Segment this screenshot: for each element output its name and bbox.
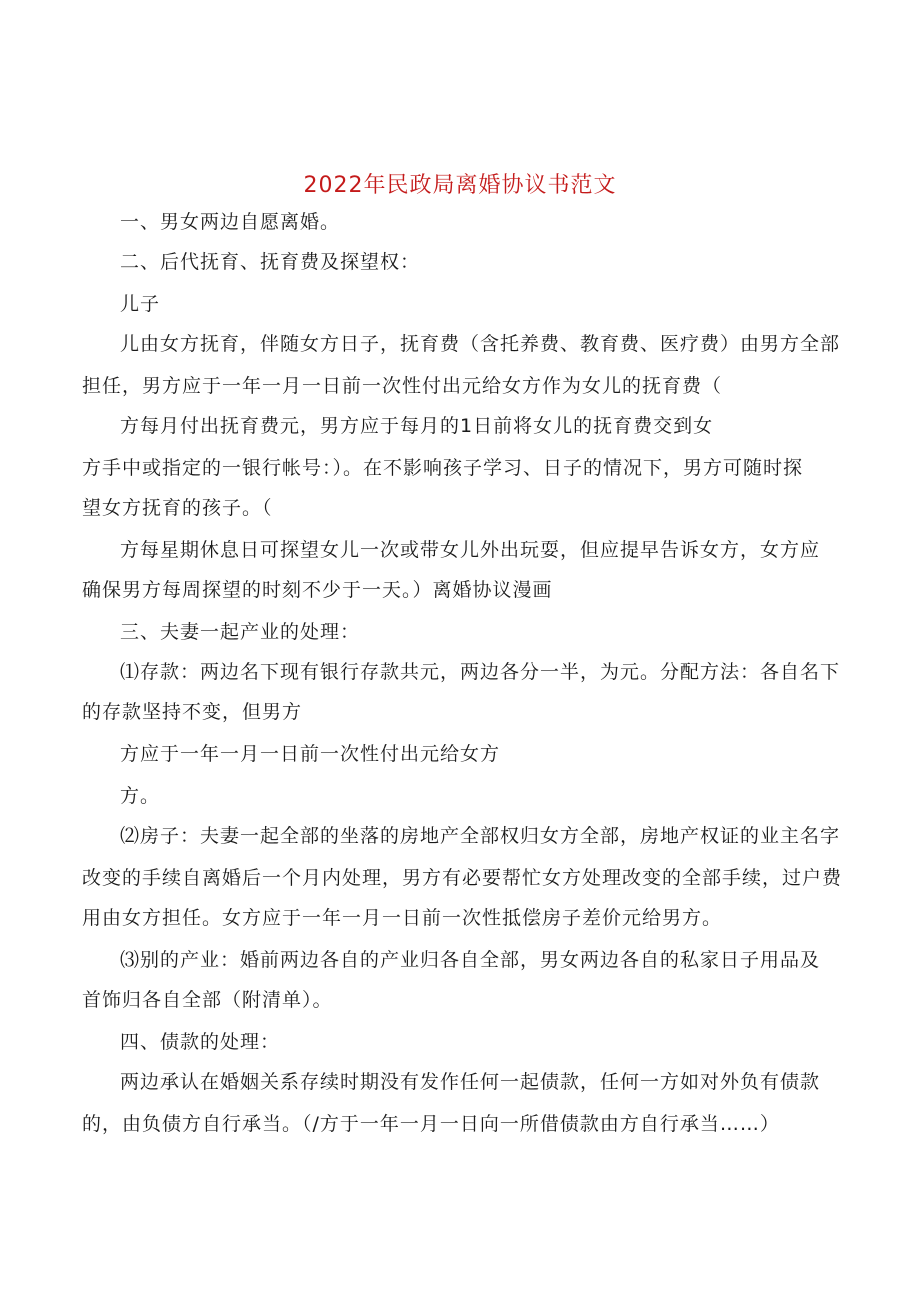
paragraph-line: 的存款坚持不变，但男方 [82,701,303,723]
paragraph-line: 一、男女两边自愿离婚。 [120,211,341,233]
paragraph-line: ⑶别的产业：婚前两边各自的产业归各自全部，男女两边各自的私家日子用品及 [120,949,821,971]
paragraph-line: 儿由女方抚育，伴随女方日子，抚育费（含托养费、教育费、医疗费）由男方全部 [120,333,841,355]
paragraph-line: 方每月付出抚育费元，男方应于每月的1日前将女儿的抚育费交到女 [120,415,714,437]
paragraph-line: 四、债款的处理： [120,1031,281,1053]
paragraph-line: 方手中或指定的一银行帐号：）。在不影响孩子学习、日子的情况下，男方可随时探 [82,457,804,479]
paragraph-line: 确保男方每周探望的时刻不少于一天。）离婚协议漫画 [82,579,553,601]
paragraph-line: 三、夫妻一起产业的处理： [120,621,361,643]
paragraph-line: 方应于一年一月一日前一次性付出元给女方 [120,743,501,765]
paragraph-line: 的，由负债方自行承当。（/方于一年一月一日向一所借债款由方自行承当……） [82,1113,780,1135]
document-title: 2022年民政局离婚协议书范文 [303,173,617,198]
paragraph-line: 两边承认在婚姻关系存续时期没有发作任何一起债款，任何一方如对外负有债款 [120,1071,821,1093]
paragraph-line: 儿子 [120,293,161,315]
paragraph-line: 方。 [120,785,161,807]
paragraph-line: 二、后代抚育、抚育费及探望权： [120,251,421,273]
paragraph-line: 改变的手续自离婚后一个月内处理，男方有必要帮忙女方处理改变的全部手续，过户费 [82,867,843,889]
paragraph-line: 首饰归各自全部（附清单）。 [82,989,333,1011]
paragraph-line: 方每星期休息日可探望女儿一次或带女儿外出玩耍，但应提早告诉女方，女方应 [120,539,821,561]
paragraph-line: ⑵房子：夫妻一起全部的坐落的房地产全部权归女方全部，房地产权证的业主名字 [120,825,841,847]
paragraph-line: 用由女方担任。女方应于一年一月一日前一次性抵偿房子差价元给男方。 [82,907,723,929]
paragraph-line: ⑴存款：两边名下现有银行存款共元，两边各分一半，为元。分配方法：各自名下 [120,661,841,683]
paragraph-line: 望女方抚育的孩子。（ [82,497,273,519]
paragraph-line: 担任，男方应于一年一月一日前一次性付出元给女方作为女儿的抚育费（ [82,375,723,397]
